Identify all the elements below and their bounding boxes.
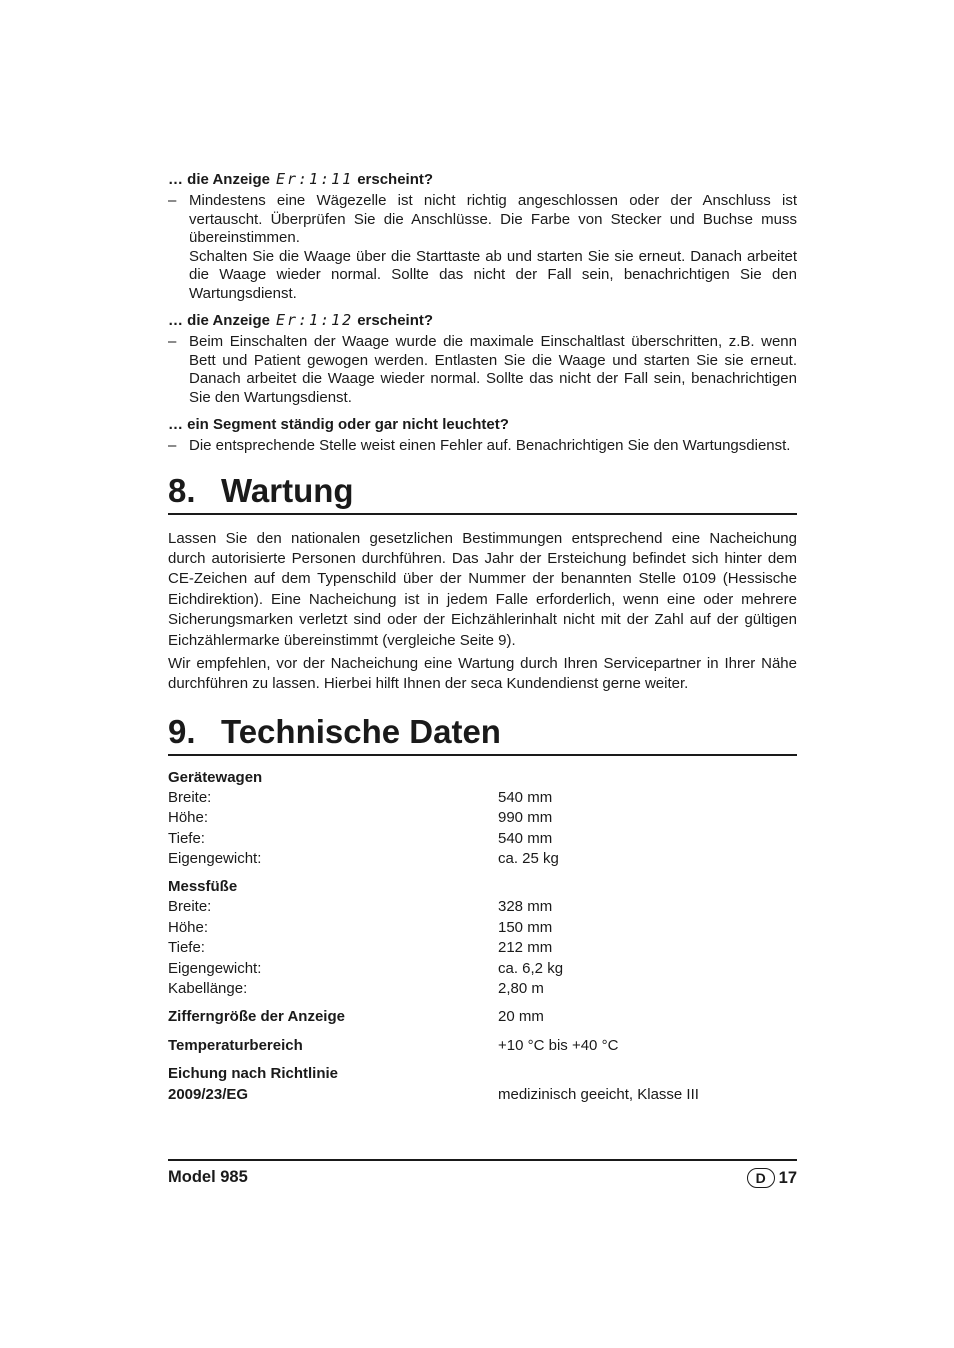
spec-row: Tiefe: 540 mm [168,829,553,847]
faq-answer: – Die entsprechende Stelle weist einen Fehler auf. Benachrichtigen Sie den Wartungsdienst. [168,437,797,456]
wartung-paragraph-2: Wir empfehlen, vor der Nacheichung eine Wartung durch Ihren Servicepartner in Ihrer Nähe durchführen zu lassen. Hierbei hilft Ihnen der seca Kundendienst gerne weiter. [168,654,797,693]
faq-item [168,415,797,456]
section-heading-technische-daten: 9. Technische Daten [168,713,797,756]
spec-group-title: Messfüße [168,878,238,896]
model-name: Model 985 [168,1168,248,1186]
spec-row: Tiefe: 212 mm [168,939,553,957]
page-number-block [747,1168,797,1188]
faq-item [168,170,797,303]
lcd-display-code: Er:1:11 [275,170,354,188]
spec-row: Höhe: 990 mm [168,809,553,827]
spec-row-eichung-2: 2009/23/EG medizinisch geeicht, Klasse III [168,1085,699,1103]
spec-group-geraetewagen [168,768,797,870]
lcd-display-code: Er:1:12 [275,311,354,329]
spec-row: Höhe: 150 mm [168,918,553,936]
faq-answer: – Mindestens eine Wägezelle ist nicht richtig angeschlossen oder der Anschluss ist vertauscht. Überprüfen Sie die Anschlüsse. Die Farbe von Stecker und Buchse muss übereinstimmen. Schalten Sie die Waage über die Starttaste ab und starten Sie sie erneut. Danach arbeitet die Waage wieder normal. Sollte das nicht der Fall sein, benachrichtigen Sie den Wartungsdienst. [168,192,797,302]
spec-row: Breite: 540 mm [168,788,553,806]
faq-answer: – Beim Einschalten der Waage wurde die maximale Einschaltlast überschritten, z.B. wenn Bett und Patient gewogen werden. Entlasten Sie die Waage und starten Sie sie erneut. Danach arbeitet die Waage wieder normal. Sollte das nicht der Fall sein, benachrichtigen Sie den Wartungsdienst. [168,333,797,406]
answer-paragraph: Beim Einschalten der Waage wurde die maximale Einschaltlast überschritten, z.B. wenn Bett und Patient gewogen werden. Entlasten Sie die Waage und starten Sie sie erneut. Danach arbeitet die Waage wieder normal. Sollte das nicht der Fall sein, benachrichtigen Sie den Wartungsdienst. [189,333,797,406]
answer-paragraph: Schalten Sie die Waage über die Starttaste ab und starten Sie sie erneut. Danach arbeitet die Waage wieder normal. Sollte das nicht der Fall sein, benachrichtigen Sie den Wartungsdienst. [189,247,797,302]
faq-question: … ein Segment ständig oder gar nicht leuchtet? [168,416,509,433]
page-number: 17 [778,1168,797,1187]
page-footer [168,1159,797,1188]
spec-row-eichung: Eichung nach Richtlinie [168,1065,339,1083]
spec-group-messfuesse [168,877,797,999]
answer-paragraph: Mindestens eine Wägezelle ist nicht richtig angeschlossen oder der Anschluss ist vertauscht. Überprüfen Sie die Anschlüsse. Die Farbe von Stecker und Buchse muss übereinstimmen. [189,192,797,246]
language-badge: D [747,1168,775,1188]
page-content [168,170,797,1105]
spec-row: Breite: 328 mm [168,898,553,916]
spec-group-title: Gerätewagen [168,768,263,786]
answer-paragraph: Die entsprechende Stelle weist einen Fehler auf. Benachrichtigen Sie den Wartungsdienst. [189,437,791,454]
spec-row: Kabellänge: 2,80 m [168,980,544,997]
faq-question: … die Anzeige Er:1:12 erscheint? [168,311,434,329]
faq-question: … die Anzeige Er:1:11 erscheint? [168,170,434,188]
wartung-paragraph-1: Lassen Sie den nationalen gesetzlichen Bestimmungen entsprechend eine Nacheichung durch autorisierte Personen durchführen. Das Jahr der Ersteichung befindet sich hinter dem CE-Zeichen auf dem Typenschild über der Nummer der benannten Stelle 0109 (Hessische Eichdirektion). Eine Nacheichung ist in jedem Falle erforderlich, wenn eine oder mehrere Sicherungsmarken verletzt sind oder der Eichzählerinhalt nicht mit der Zahl auf der gültigen Eichzählermarke übereinstimmt (vergleiche Seite 9). [168,529,797,649]
spec-row: Eigengewicht: ca. 6,2 kg [168,959,564,977]
spec-row-temperaturbereich: Temperaturbereich +10 °C bis +40 °C [168,1036,619,1054]
faq-item [168,311,797,407]
spec-row: Eigengewicht: ca. 25 kg [168,849,559,867]
section-heading-wartung: 8. Wartung [168,472,797,515]
spec-row-zifferngroesse: Zifferngröße der Anzeige 20 mm [168,1008,544,1026]
